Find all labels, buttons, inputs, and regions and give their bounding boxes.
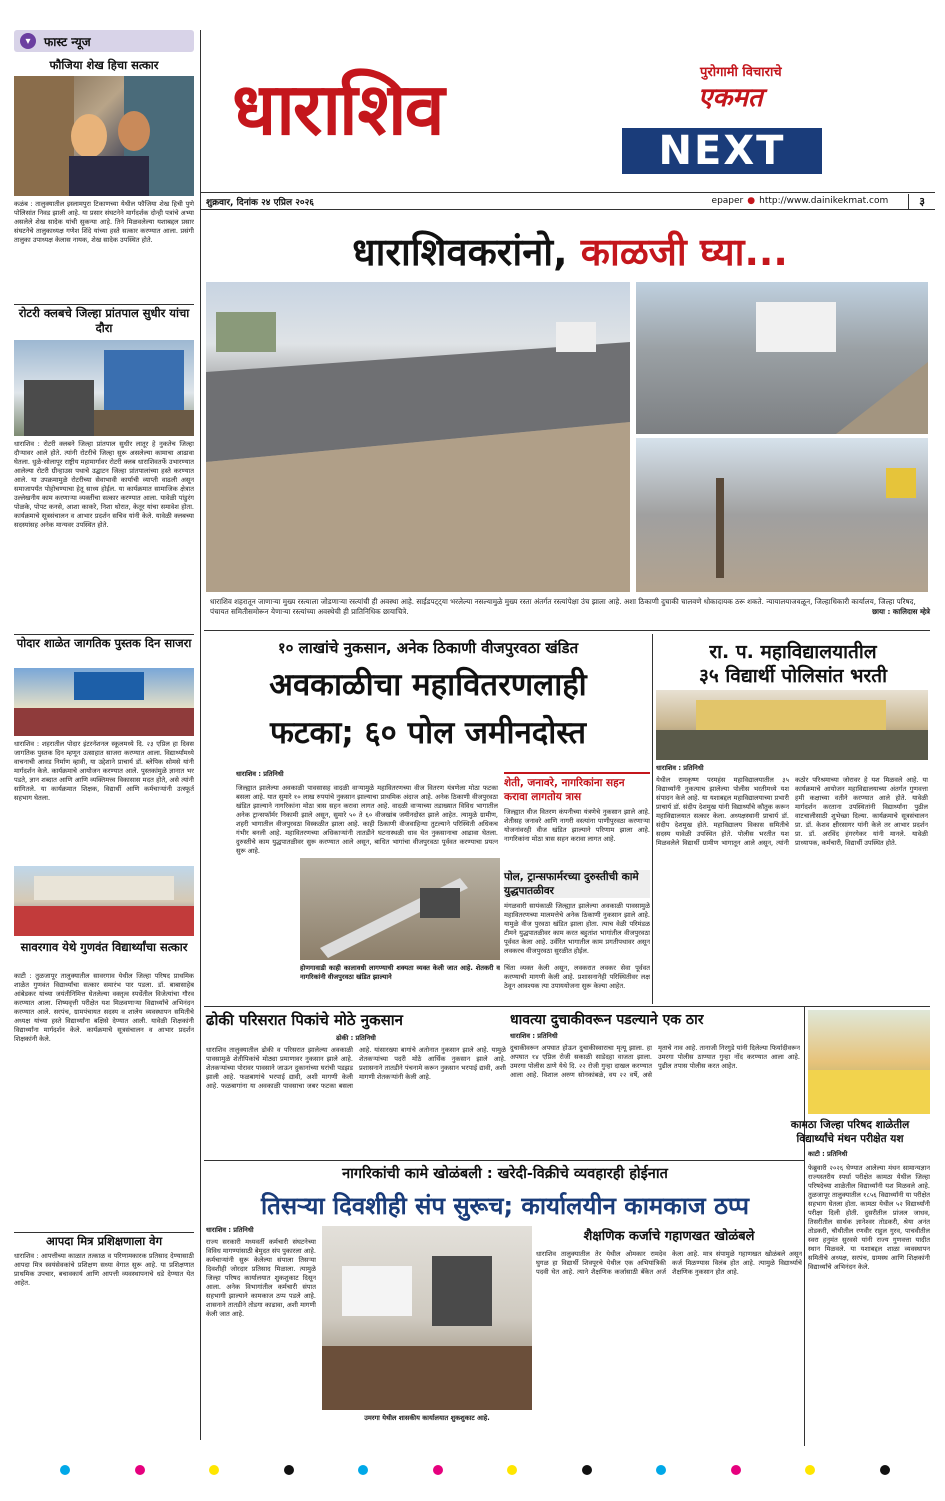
police-byline: धाराशिव : प्रतिनिधी [656, 764, 704, 772]
reg-dot [582, 1465, 592, 1475]
sidebar-text-4: काटी : तुळजापूर तालुक्यातील सावरगाव येथील जिल्हा परिषद प्राथमिक शाळेत गुणवंत विद्यार्थ्यांचा सत्कार समारंभ पार पडला. डॉ. बाबासाहेब आंबेडकर यांच्या जयंतीनिमित्त घेतलेल्या वक्तृत्व स्पर्धेतील विजेत्यांचा गौरव करण्यात आला. शिष्यवृत्ती परीक्षेत यश मिळवणाऱ्या विद्यार्थ्यांचे अभिनंदन करण्यात आले. सरपंच, ग्रामपंचायत सदस्य व शालेय व्यवस्थापन समितीचे अध्यक्ष यांच्या हस्ते विद्यार्थ्यांना बक्षिसे देण्यात आली. यावेळी शिक्षकांनी विद्यार्थ्यांना मार्गदर्शन केले. कार्यक्रमाचे सूत्रसंचालन व आभार प्रदर्शन शिक्षकांनी केले. [14, 972, 194, 1043]
police-headline-line2: ३५ विद्यार्थी पोलिसांत भरती [698, 665, 888, 687]
fast-news-label: फास्ट न्यूज [44, 34, 91, 49]
fast-news-bar [14, 30, 194, 52]
power-kicker: १० लाखांचे नुकसान, अनेक ठिकाणी वीजपुरवठा खंडित [277, 639, 579, 657]
kamtha-byline: काटी : प्रतिनिधी [808, 1150, 848, 1158]
reg-dot [507, 1465, 517, 1475]
fallen-pole-photo-art [300, 858, 500, 960]
accident-headline: धावत्या दुचाकीवरून पडल्याने एक ठार [510, 1012, 704, 1028]
power-photo-caption: होणगावाडी काही कालावधी लागण्याची शक्यता व्यक्त केली जात आहे. शेतकरी व नागरिकांनी वीजपुरवठा खंडित झाल्याने [300, 964, 500, 981]
power-side2-head: पोल, ट्रान्सफार्मरच्या दुरुस्तीची कामे युद्धपातळीवर [504, 870, 650, 898]
strike-body: राज्य सरकारी मध्यवर्ती कर्मचारी संघटनेच्या विविध मागण्यांसाठी बेमुदत संप पुकारला आहे. कर्मचाऱ्यांनी सुरू केलेल्या संपाला तिसऱ्या दिवशीही जोरदार प्रतिसाद मिळाला. त्यामुळे जिल्हा परिषद कार्यालयात शुकशुकाट दिसून आला. अनेक विभागांतील कर्मचारी संपात सहभागी झाल्याने कामकाज ठप्प पडले आहे. शासनाने तातडीने तोडगा काढावा, अशी मागणी केली जात आहे. [206, 1238, 316, 1318]
reg-dot [135, 1465, 145, 1475]
column-divider [804, 1006, 805, 1446]
column-divider [200, 30, 201, 1440]
dateline [200, 192, 935, 210]
page-number: ३ [908, 194, 935, 209]
lead-caption [210, 597, 930, 617]
power-headline-line1: अवकाळीचा महावितरणलाही [269, 667, 587, 703]
power-headline-line2: फटका; ६० पोल जमीनदोस्त [269, 715, 587, 751]
kamtha-headline-line2: विद्यार्थ्यांचे मंथन परीक्षेत यश [796, 1133, 904, 1145]
epaper-label: epaper [711, 196, 744, 206]
reg-dot [209, 1465, 219, 1475]
reg-dot [358, 1465, 368, 1475]
divider [14, 1232, 194, 1233]
book-day-photo-art [14, 668, 194, 736]
column-divider [652, 634, 653, 1004]
felicitation-photo-art [14, 76, 194, 196]
road-photo-right-top-art [636, 282, 928, 434]
reg-dot [731, 1465, 741, 1475]
sidebar-text-3: धाराशिव : शहरातील पोदार इंटरनॅशनल स्कूलमध्ये दि. २३ एप्रिल हा दिवस जागतिक पुस्तक दिन म्हणून उत्साहात साजरा करण्यात आला. विद्यार्थ्यांमध्ये वाचनाची आवड निर्माण व्हावी, या उद्देशाने प्राचार्य डॉ. ब्लेपिक सोमसे यांनी मार्गदर्शन केले. कार्यक्रमाचे आयोजन करण्यात आले. पुस्तकांमुळे ज्ञानात भर पडते, ज्ञान शब्दात आणि आणि व्यक्तिमत्त्व विकासास मदत होते, असे त्यांनी सांगितले. या कार्यक्रमात शिक्षक, विद्यार्थी आणि कर्मचाऱ्यांनी उत्स्फूर्त सहभाग घेतला. [14, 740, 194, 802]
ekmat-logo: एकमत [698, 83, 763, 113]
sidebar-headline-2: रोटरी क्लबचे जिल्हा प्रांतपाल सुधीर यांचा दौरा [18, 306, 190, 335]
rotary-photo [14, 340, 194, 436]
reg-dot [60, 1465, 70, 1475]
lead-headline [210, 225, 930, 277]
road-photo-right-bottom-art [636, 438, 928, 592]
kamtha-students-photo [808, 1010, 930, 1114]
sidebar-text-5: धाराशिव : आपत्तीच्या काळात तत्काळ व परिणामकारक प्रतिसाद देण्यासाठी आपदा मित्र स्वयंसेवकांचे प्रशिक्षण सध्या वेगात सुरू आहे. या प्रशिक्षणात प्राथमिक उपचार, बचावकार्य आणि आपत्ती व्यवस्थापनाचे धडे देण्यात येत आहेत. [14, 1252, 194, 1287]
strike-side-body: धाराशिव तालुक्यातील तेर येथील ओमकार रामदेव घुगळ हा विद्यार्थी शिवपूरचे येथील एक अभियांत्रिकी पदवी घेत आहे. त्याने शैक्षणिक कर्जासाठी बँकेत अर्ज केला आहे. मात्र संपामुळे गहाणखत खोळंबले असून कर्ज मिळण्यास विलंब होत आहे. त्यामुळे विद्यार्थ्याचे शैक्षणिक नुकसान होत आहे. [536, 1250, 802, 1276]
power-side1-body: जिल्ह्यात वीज वितरण कंपनीच्या यंत्रणेचे नुकसान झाले आहे. शेतीसह जनावरे आणि नागरी वस्त्यांना पाणीपुरवठा करणाऱ्या योजनांवरही वीज खंडित झाल्याने परिणाम झाला आहे. नागरिकांना मोठा त्रास सहन करावा लागत आहे. [504, 808, 650, 843]
lead-headline-part2: काळजी घ्या... [580, 230, 788, 274]
power-byline: धाराशिव : प्रतिनिधी [236, 770, 284, 778]
globe-icon: ● [747, 196, 756, 206]
reg-dot [433, 1465, 443, 1475]
road-photo-right-top [636, 282, 928, 434]
accident-body: दुचाकीवरून अपघात होऊन दुचाकीस्वाराचा मृत्यू झाला. हा अपघात १४ एप्रिल रोजी सकाळी साडेदहा वाजता झाला. उमरगा पोलीस ठाणे येथे दि. २२ रोजी गुन्हा दाखल करण्यात आला आहे. विशाल अरुण सोनकांबळे, वय २२ वर्षे, असे मृताचे नाव आहे. तानाजी निरगुडे यांनी दिलेल्या फिर्यादीवरून उमरगा पोलीस ठाण्यात गुन्हा नोंद करण्यात आला आहे. पुढील तपास पोलीस करत आहेत. [510, 1044, 800, 1079]
print-registration-marks [60, 1460, 890, 1480]
website-url[interactable]: http://www.dainikekmat.com [759, 196, 889, 206]
masthead-logo: धाराशिव [232, 67, 443, 151]
crop-headline: ढोकी परिसरात पिकांचे मोठे नुकसान [206, 1011, 403, 1029]
issue-date: शुक्रवार, दिनांक २४ एप्रिल २०२६ [206, 197, 314, 208]
divider [204, 630, 930, 631]
savargaon-photo-art [14, 866, 194, 936]
sidebar-text-2: धाराशिव : रोटरी क्लबने जिल्हा प्रांतपाल सुधीर लातूर हे नुकतेच जिल्हा दौऱ्यावर आले होते. त्यांनी रोटरीचे जिल्हा सुरू असलेल्या कामाचा आढावा घेतला. धुळे-सोलापूर राष्ट्रीय महामार्गावर रोटरी क्लब धाराशिवतर्फे उभारण्यात आलेल्या रोटरी ग्रीन्हाउस पथाचे उद्घाटन जिल्हा प्रांतपालांच्या हस्ते करण्यात आले. या उपक्रमामुळे रोटरीच्या सेवाभावी कार्याची व्याप्ती वाढली असून समाजापर्यंत पोहोचण्याचा हेतू साध्य होईल. या कार्यक्रमात सामाजिक क्षेत्रात उल्लेखनीय काम करणाऱ्या व्यक्तींचा सत्कार करण्यात आला. यावेळी पांडुरंग पोळके, पोपट कनसे, आशा काकरे, निशा थोरात, केतूर यांचा समावेश होता. कार्यक्रमाचे सूत्रसंचालन व आभार प्रदर्शन सचिव यांनी केले. यावेळी क्लबच्या सदस्यांसह अनेक मान्यवर उपस्थित होते. [14, 440, 194, 529]
crop-body: धाराशिव तालुक्यातील ढोकी व परिसरात झालेल्या अवकाळी पावसामुळे शेतीपिकांचे मोठ्या प्रमाणावर नुकसान झाले आहे. शेतकऱ्यांच्या पोरावर पावसाने जाऊन दुकानांच्या घरांची पडझड झाली आहे. फळबागांचे भरपाई द्यावी, अशी मागणी केली आहे. फळबागांना या अवकाळी पावसाचा जबर फटका बसला आहे. यांसारख्या बागांचे अतोनात नुकसान झाले आहे. यामुळे शेतकऱ्यांच्या पदरी मोठे आर्थिक नुकसान झाले आहे. प्रशासनाने तातडीने पंचनामे करून नुकसान भरपाई द्यावी, अशी मागणी शेतकऱ्यांनी केली आहे. [206, 1046, 506, 1090]
masthead-tagline: पुरोगामी विचाराचे [700, 65, 782, 80]
strike-byline: धाराशिव : प्रतिनिधी [206, 1226, 254, 1234]
divider [14, 304, 194, 305]
divider [204, 1160, 804, 1161]
divider [204, 1006, 930, 1007]
felicitation-photo [14, 76, 194, 196]
strike-kicker: नागरिकांची कामे खोळंबली : खरेदी-विक्रीचे व्यवहारही होईनात [342, 1166, 668, 1182]
police-group-photo [656, 690, 928, 760]
road-photo-main [206, 282, 630, 592]
reg-dot [805, 1465, 815, 1475]
empty-office-photo [322, 1226, 532, 1410]
divider [14, 634, 194, 635]
reg-dot [656, 1465, 666, 1475]
fallen-pole-photo [300, 858, 500, 960]
kamtha-headline-line1: कामठा जिल्हा परिषद शाळेतील [790, 1119, 910, 1131]
sidebar-headline-1: फौजिया शेख हिचा सत्कार [49, 58, 159, 72]
accident-byline: धाराशिव : प्रतिनिधी [510, 1032, 558, 1040]
reg-dot [880, 1465, 890, 1475]
lead-caption-text: धाराशिव शहरातून जाणाऱ्या मुख्य रस्त्याला जोडणाऱ्या रस्त्यांची ही अवस्था आहे. साईडपट्ट्या भरलेल्या नसल्यामुळे मुख्य रस्ता अंतर्गत रस्त्यांपेक्षा उंच झाला आहे. अशा ठिकाणी दुचाकी चालवणे धोकादायक ठरू शकते. न्यायालयाजवळून, जिल्हाधिकारी कार्यालय, जिल्हा परिषद, पंचायत समितीसमोरून येणाऱ्या रस्त्यांच्या अवस्थेची ही प्रातिनिधिक छायाचित्रे. [210, 597, 916, 616]
strike-side-head: शैक्षणिक कर्जाचे गहाणखत खोळंबले [583, 1229, 755, 1244]
sidebar-headline-5: आपदा मित्र प्रशिक्षणाला वेग [45, 1234, 163, 1248]
crop-byline: ढोकी : प्रतिनिधी [336, 1034, 376, 1042]
rotary-photo-art [14, 340, 194, 436]
strike-photo-caption: उमरगा येथील शासकीय कार्यालयात शुकशुकाट आहे. [364, 1414, 490, 1422]
sidebar-text-1: कळंब : तालुक्यातील इस्लामपुरा टिकाणच्या येथील फौजिया शेख हिची पुणे पोलिसांत निवड झाली आहे. या प्रसार संघटनेने मार्गदर्शक दोन्ही पत्रांचे अभ्या असलेले शेख सादेक यांची सुकन्या आहे. तिने मिळवलेल्या यशाबद्दल प्रसार संघटनेचे तालुकाध्यक्ष गणेश शिंदे यांच्या हस्ते सत्कार करण्यात आला. प्रसंगी तालुका उपाध्यक्ष केलास नायक, शेख सादेक उपस्थित होते. [14, 200, 194, 244]
power-bottom-text: चिंता व्यक्त केली असून, लवकरात लवकर सेवा पूर्ववत करण्याची मागणी केली आहे. प्रशासनानेही परिस्थितीवर लक्ष ठेवून आवश्यक त्या उपाययोजना सुरू केल्या आहेत. [504, 964, 650, 990]
empty-office-photo-art [322, 1226, 532, 1410]
road-photo-right-bottom [636, 438, 928, 592]
police-group-photo-art [656, 690, 928, 760]
kamtha-body: फेब्रुवारी २०२६ घेण्यात आलेल्या मंथन सामान्यज्ञान राज्यस्तरीय स्पर्धा परीक्षेत कामठा येथील जिल्हा परिषदेच्या शाळेतील विद्यार्थ्यांनी यश मिळवले आहे. तुळजापूर तालुक्यातील १८५६ विद्यार्थ्यांनी या परीक्षेत सहभाग घेतला होता. कामठा येथील ५२ विद्यार्थ्यांनी परीक्षा दिली होती. दुसरीतील प्रांजल जाधव, तिसरीतील सार्थक ज्ञानेश्वर तोडकरी, श्रेया अनंत तोडकरी, चौथीतील रणवीर राहुल गुरव, पाचवीतील स्वरा हनुमंत सुरवसे यांनी राज्य गुणवत्ता यादीत स्थान मिळवले. या यशाबद्दल शाळा व्यवस्थापन समितीचे अध्यक्ष, सरपंच, ग्रामस्थ आणि शिक्षकांनी विद्यार्थ्यांचे अभिनंदन केले. [808, 1164, 930, 1271]
road-photo-main-art [206, 282, 630, 592]
photo-credit: छाया : कालिदास म्हेत्रे [872, 607, 930, 616]
power-body: जिल्ह्यात झालेल्या अवकाळी पावसासह वादळी वाऱ्यामुळे महावितरणच्या वीज वितरण यंत्रणेला मोठा फटका बसला आहे. यात सुमारे १० लाख रुपयांचे नुकसान झाल्याचा प्राथमिक अंदाज आहे. अनेक ठिकाणी वीजपुरवठा खंडित झाल्याने नागरिकांना मोठा त्रास सहन करावा लागत आहे. वादळी वाऱ्याच्या तडाख्यात विविध भागातील अनेक ट्रान्सफॉर्मर निकामी झाले असून, सुमारे ५० ते ६० वीजखांब जमीनदोस्त झाले आहेत. त्यामुळे ग्रामीण, शहरी भागातील वीजपुरवठा विस्कळीत झाला आहे. काही ठिकाणी वीजवाहिन्या तुटल्याने परिस्थिती अधिकच गंभीर बनली आहे. महावितरणच्या अधिकाऱ्यांनी तातडीने घटनास्थळी धाव घेत नुकसानाचा आढावा घेतला. दुरुस्तीचे काम युद्धपातळीवर सुरू करण्यात आले असून, बाधित भागांचा वीजपुरवठा पूर्ववत करण्याचा प्रयत्न सुरू आहे. [236, 784, 498, 855]
sidebar-headline-4: सावरगाव येथे गुणवंत विद्यार्थ्यांचा सत्कार [20, 940, 188, 954]
police-body: येथील रामकृष्ण परमहंस महाविद्यालयातील ३५ विद्यार्थ्यांनी नुकत्याच झालेल्या पोलीस भरतीमध्ये यश संपादन केले आहे. या यशाबद्दल महाविद्यालयाच्या प्रभारी प्राचार्य डॉ. संदीप देशमुख यांनी विद्यार्थ्यांचे कौतुक करून महाविद्यालयात सत्कार केला. अध्यक्षस्थानी प्राचार्य डॉ. संदीप देशमुख होते. महाविद्यालय विकास समितीचे सदस्य यावेळी उपस्थित होते. पोलीस भरतीत यश मिळवलेले विद्यार्थी ग्रामीण भागातून आले असून, त्यांनी कठोर परिश्रमाच्या जोरावर हे यश मिळवले आहे. या कार्यक्रमाचे आयोजन महाविद्यालयाच्या अंतर्गत गुणवत्ता हमी कक्षाच्या वतीने करण्यात आले होते. यावेळी मार्गदर्शन करताना उपस्थितांनी विद्यार्थ्यांना पुढील वाटचालीसाठी शुभेच्छा दिल्या. कार्यक्रमाचे सूत्रसंचालन प्रा. डॉ. केशव क्षीरसागर यांनी केले तर आभार प्रदर्शन प्रा. डॉ. अरविंद हंगरगेकर यांनी मानले. यावेळी प्राध्यापक, कर्मचारी, विद्यार्थी उपस्थित होते. [656, 776, 928, 847]
lead-headline-part1: धाराशिवकरांनो, [352, 230, 581, 274]
sidebar-headline-3: पोदार शाळेत जागतिक पुस्तक दिन साजरा [16, 636, 192, 650]
savargaon-photo [14, 866, 194, 936]
strike-headline: तिसऱ्या दिवशीही संप सुरूच; कार्यालयीन कामकाज ठप्प [260, 1192, 750, 1220]
police-headline-line1: रा. प. महाविद्यालयातील [709, 641, 877, 663]
power-side1-head: शेती, जनावरे, नागरिकांना सहन करावा लागतोय त्रास [504, 772, 650, 804]
power-side2-body: मंगळवारी सायंकाळी जिल्ह्यात झालेल्या अवकाळी पावसामुळे महावितरणच्या मालमत्तेचे अनेक ठिकाणी नुकसान झाले आहे. यामुळे वीज पुरवठा खंडित झाला होता. त्याच वेळी परिमंडळ टीमने युद्धपातळीवर काम करत बहुतांश भागांतील वीजपुरवठा पूर्ववत केला आहे. उर्वरित भागातील काम प्रगतीपथावर असून लवकरच वीजपुरवठा सुरळीत होईल. [504, 902, 650, 955]
chevron-down-icon: ▾ [20, 33, 36, 49]
next-logo: NEXT [622, 128, 822, 174]
reg-dot [284, 1465, 294, 1475]
book-day-photo [14, 668, 194, 736]
kamtha-students-photo-art [808, 1010, 930, 1114]
